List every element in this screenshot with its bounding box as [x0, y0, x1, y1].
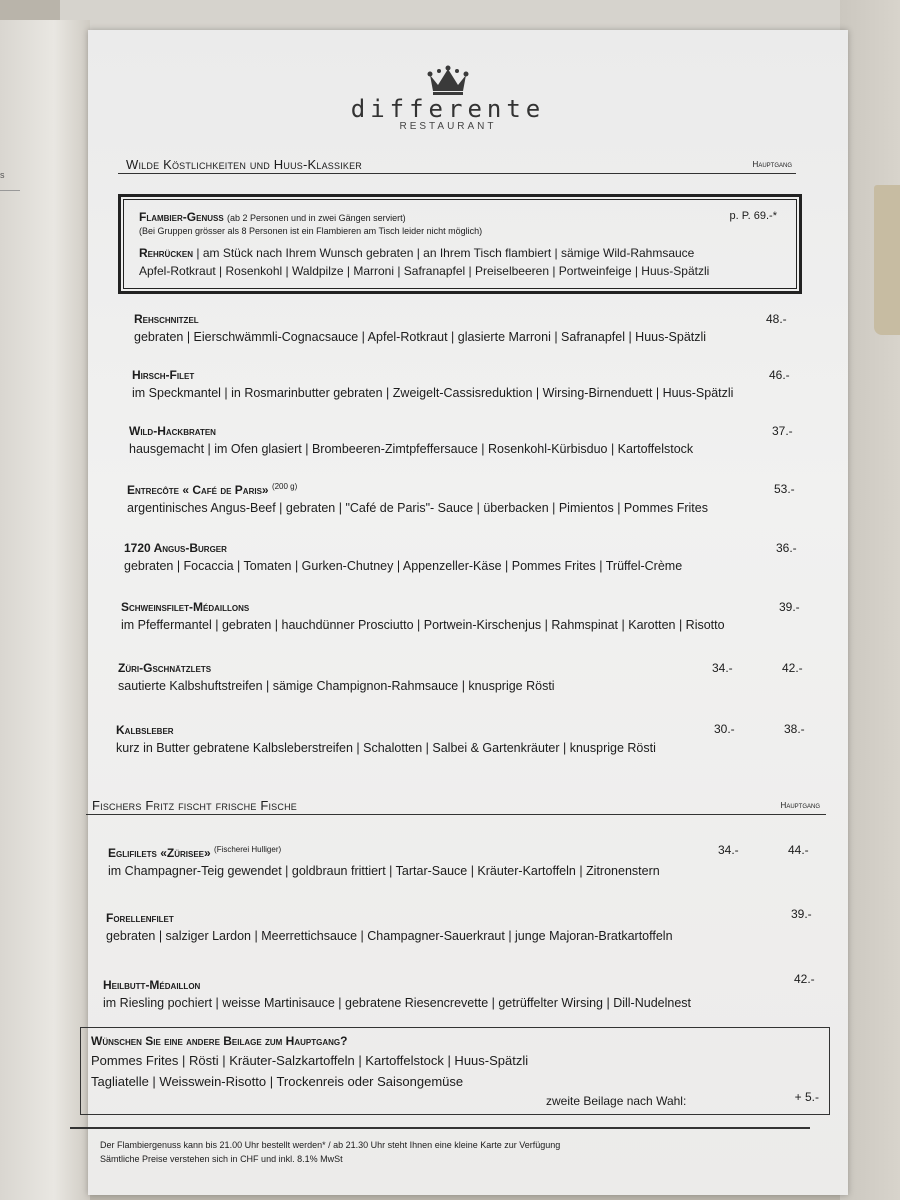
dish-price: 42.- — [782, 661, 803, 675]
dish-description: argentinisches Angus-Beef | gebraten | "Café de Paris"- Sauce | überbacken | Pimientos | Pommes Frites — [127, 501, 708, 515]
brand-subtitle: RESTAURANT — [399, 121, 497, 132]
dish-name: Rehschnitzel — [134, 312, 199, 326]
dish-price-small: 34.- — [712, 661, 733, 675]
dish-name-text: Eglifilets «Zürisee» — [108, 846, 211, 860]
dish-note: (200 g) — [271, 482, 298, 491]
flambier-line-2: Apfel-Rotkraut | Rosenkohl | Waldpilze | Marroni | Safranapfel | Preiselbeeren | Portweinfeige | Huus-Spätzli — [139, 264, 710, 278]
dish-price-small: 30.- — [714, 722, 735, 736]
flambier-line-1-rest: am Stück nach Ihrem Wunsch gebraten | an Ihrem Tisch flambiert | sämige Wild-Rahmsauce — [202, 246, 695, 260]
dish-item — [132, 368, 733, 400]
section-header-game — [126, 156, 796, 174]
flambier-dish: Rehrücken — [139, 246, 194, 260]
dish-price: 53.- — [774, 482, 795, 496]
sides-extra-price: + 5.- — [794, 1090, 819, 1104]
left-page-rule — [0, 190, 20, 191]
flambier-price: p. P. 69.-* — [729, 210, 777, 222]
section-rule — [86, 814, 826, 815]
dish-price: 37.- — [772, 424, 793, 438]
flambier-title — [139, 210, 406, 224]
dish-note: (Fischerei Hulliger) — [214, 845, 282, 854]
dish-item — [121, 600, 725, 632]
dish-price: 48.- — [766, 312, 787, 326]
dish-item — [127, 482, 708, 515]
dish-item — [116, 723, 656, 755]
sides-extra-label: zweite Beilage nach Wahl: — [546, 1094, 687, 1108]
dish-description: gebraten | Eierschwämmli-Cognacsauce | Apfel-Rotkraut | glasierte Marroni | Safranapfel | Huus-Spätzli — [134, 330, 707, 344]
dish-price-small: 34.- — [718, 843, 739, 857]
dish-description: im Pfeffermantel | gebraten | hauchdünner Prosciutto | Portwein-Kirschenjus | Rahmspinat | Karotten | Risotto — [121, 618, 725, 632]
dish-item — [124, 541, 682, 573]
dish-name: Schweinsfilet-Médaillons — [121, 600, 250, 614]
dish-name: Kalbsleber — [116, 723, 174, 737]
section-tag: Hauptgang — [780, 801, 820, 810]
dish-item — [134, 312, 706, 344]
background-right — [840, 0, 900, 1200]
dish-price: 39.- — [791, 907, 812, 921]
footer-rule — [70, 1127, 810, 1129]
dish-description: im Riesling pochiert | weisse Martinisauce | gebratene Riesencrevette | getrüffelter Wirsing | Dill-Nudelnest — [103, 996, 692, 1010]
dish-name: Züri-Gschnätzlets — [118, 661, 212, 675]
flambier-note-2: (Bei Gruppen grösser als 8 Personen ist ein Flambieren am Tisch leider nicht möglich) — [139, 226, 483, 236]
footer-line-1: Der Flambiergenuss kann bis 21.00 Uhr bestellt werden* / ab 21.30 Uhr steht Ihnen eine kleine Karte zur Verfügung — [100, 1140, 561, 1150]
flambier-box — [118, 194, 802, 294]
dish-name: Wild-Hackbraten — [129, 424, 216, 438]
sides-title: Wünschen Sie eine andere Beilage zum Hauptgang? — [91, 1034, 348, 1048]
dish-description: hausgemacht | im Ofen glasiert | Brombeeren-Zimtpfeffersauce | Rosenkohl-Kürbisduo | Kartoffelstock — [129, 442, 694, 456]
dish-item — [108, 845, 660, 878]
footer-line-2: Sämtliche Preise verstehen sich in CHF und inkl. 8.1% MwSt — [100, 1154, 343, 1164]
flambier-title-text: Flambier-Genuss — [139, 210, 224, 224]
dish-price: 39.- — [779, 600, 800, 614]
dish-item — [106, 911, 673, 943]
crown-icon — [426, 65, 470, 97]
section-header-fish — [92, 797, 822, 815]
left-page-fragment: s — [0, 170, 5, 180]
left-page — [0, 20, 90, 1200]
dish-item — [103, 978, 691, 1010]
section-title: Wilde Köstlichkeiten und Huus-Klassiker — [126, 157, 363, 172]
dish-name: Hirsch-Filet — [132, 368, 195, 382]
brand-name: differente — [350, 95, 546, 123]
logo — [338, 65, 558, 132]
sides-box — [80, 1027, 830, 1115]
dish-price: 38.- — [784, 722, 805, 736]
dish-price: 36.- — [776, 541, 797, 555]
dish-item — [118, 661, 555, 693]
dish-name: Forellenfilet — [106, 911, 174, 925]
section-rule — [118, 173, 796, 174]
sides-line-2: Tagliatelle | Weisswein-Risotto | Trockenreis oder Saisongemüse — [91, 1074, 464, 1089]
dish-price: 44.- — [788, 843, 809, 857]
dish-name — [108, 845, 660, 860]
dish-description: gebraten | Focaccia | Tomaten | Gurken-Chutney | Appenzeller-Käse | Pommes Frites | Trüffel-Crème — [124, 559, 683, 573]
dish-description: im Champagner-Teig gewendet | goldbraun frittiert | Tartar-Sauce | Kräuter-Kartoffeln | Zitronenstern — [108, 864, 660, 878]
dish-item — [129, 424, 693, 456]
dish-description: im Speckmantel | in Rosmarinbutter gebraten | Zweigelt-Cassisreduktion | Wirsing-Birnenduett | Huus-Spätzli — [132, 386, 734, 400]
section-title: Fischers Fritz fischt frische Fische — [92, 798, 297, 813]
flambier-note: (ab 2 Personen und in zwei Gängen serviert) — [227, 213, 406, 223]
sides-line-1: Pommes Frites | Rösti | Kräuter-Salzkartoffeln | Kartoffelstock | Huus-Spätzli — [91, 1053, 529, 1068]
flambier-line-1: Rehrücken | am Stück nach Ihrem Wunsch gebraten | an Ihrem Tisch flambiert | sämige Wild-Rahmsauce — [139, 246, 695, 260]
dish-description: sautierte Kalbshuftstreifen | sämige Champignon-Rahmsauce | knusprige Rösti — [118, 679, 555, 693]
dish-name: Heilbutt-Médaillon — [103, 978, 201, 992]
dish-name — [127, 482, 708, 497]
dish-name-text: Entrecôte « Café de Paris» — [127, 483, 269, 497]
menu-page — [88, 30, 848, 1195]
dish-description: gebraten | salziger Lardon | Meerrettichsauce | Champagner-Sauerkraut | junge Majoran-Bratkartoffeln — [106, 929, 673, 943]
dish-price: 46.- — [769, 368, 790, 382]
section-tag: Hauptgang — [752, 160, 792, 169]
dish-description: kurz in Butter gebratene Kalbsleberstreifen | Schalotten | Salbei & Gartenkräuter | knusprige Rösti — [116, 741, 656, 755]
paper-scrap — [874, 185, 900, 335]
dish-price: 42.- — [794, 972, 815, 986]
dish-name: 1720 Angus-Burger — [124, 541, 227, 555]
